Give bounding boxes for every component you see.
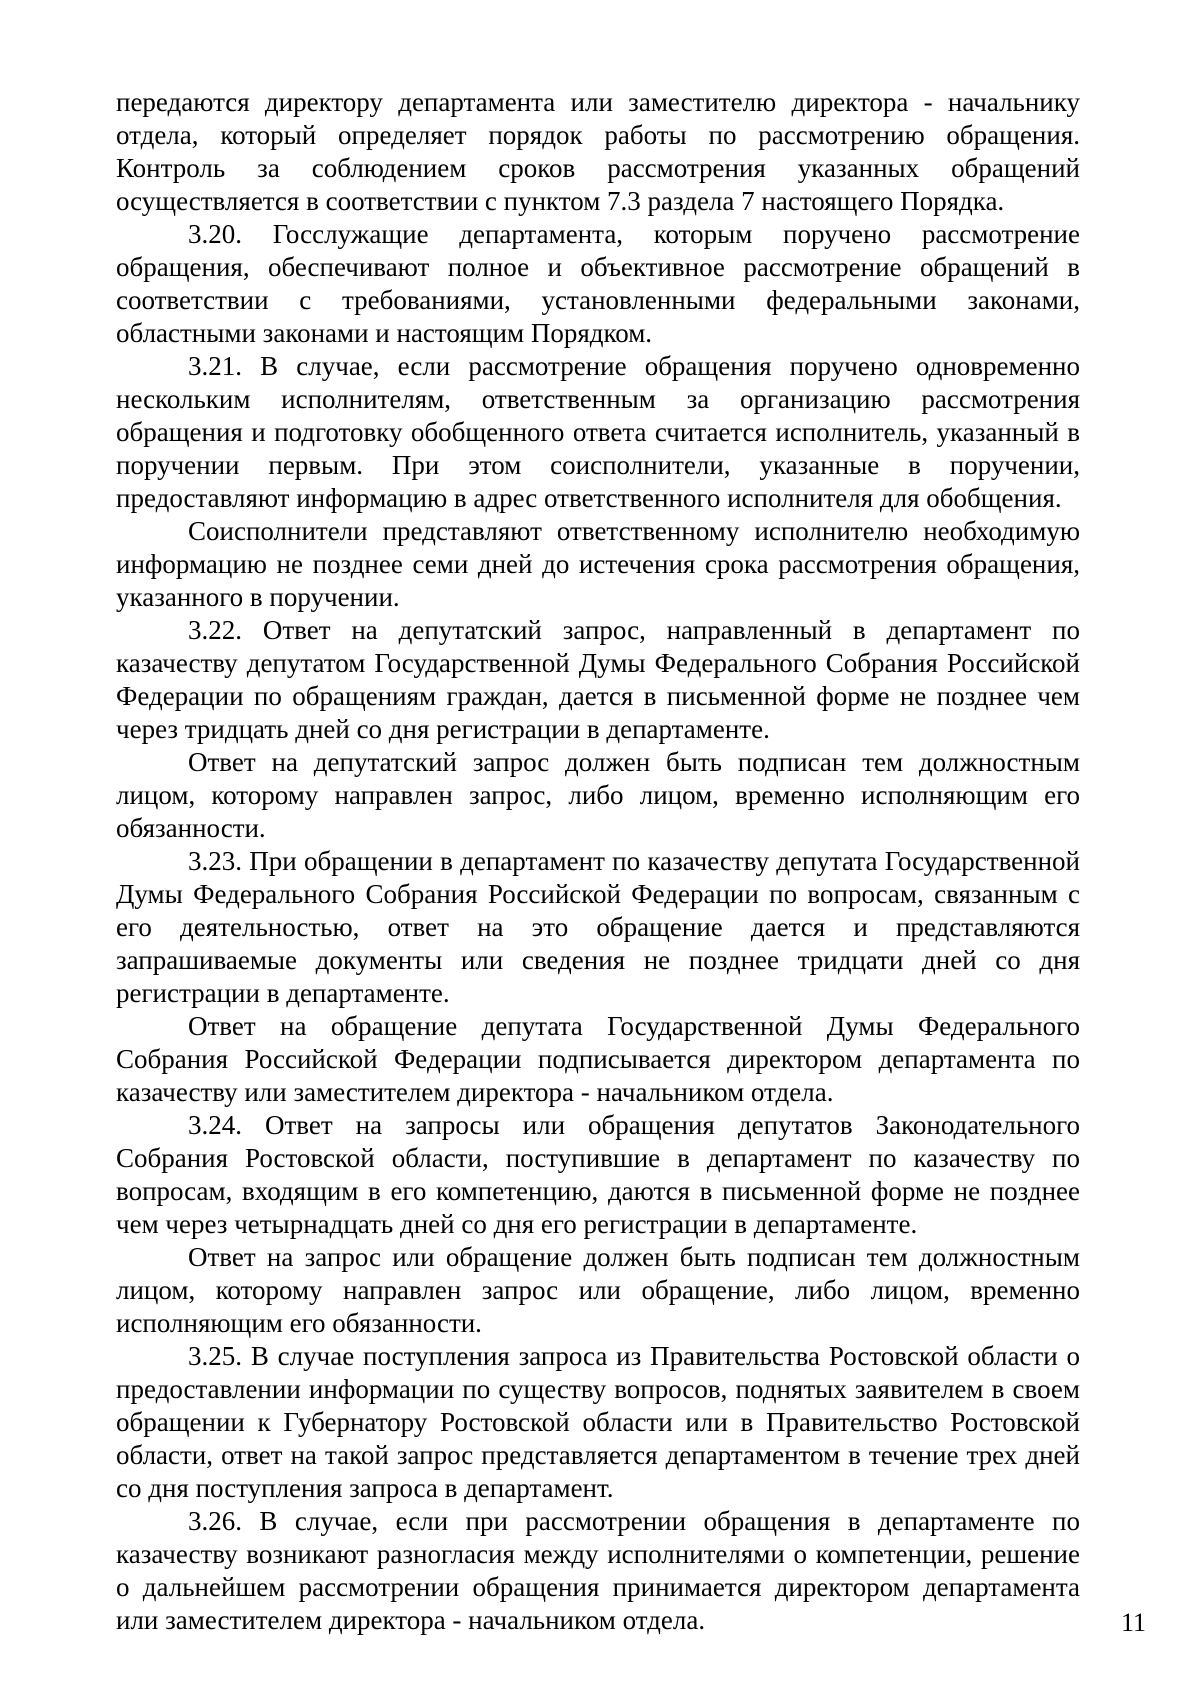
paragraph-3-21-coexecutors: Соисполнители представляют ответственному исполнителю необходимую информацию не позднее семи дней до истечения срока рассмотрения обращения, указанного в поручении. [116,516,1080,612]
paragraph-3-20: 3.20. Госслужащие департамента, которым поручено рассмотрение обращения, обеспечивают полное и объективное рассмотрение обращений в соответствии с требованиями, установленными федеральными законами, областными законами и настоящим Порядком. [116,219,1080,348]
paragraph-3-26: 3.26. В случае, если при рассмотрении обращения в департаменте по казачеству возникают разногласия между исполнителями о компетенции, решение о дальнейшем рассмотрении обращения принимается директором департамента или заместителем директора - начальником отдела. [116,1506,1080,1635]
paragraph-3-22: 3.22. Ответ на депутатский запрос, направленный в департамент по казачеству депутатом Государственной Думы Федерального Собрания Российской Федерации по обращениям граждан, дается в письменной форме не позднее чем через тридцать дней со дня регистрации в департаменте. [116,615,1080,744]
document-body [116,86,1080,1637]
paragraph-3-21: 3.21. В случае, если рассмотрение обращения поручено одновременно нескольким исполнителям, ответственным за организацию рассмотрения обращения и подготовку обобщенного ответа считается исполнитель, указанный в поручении первым. При этом соисполнители, указанные в поручении, предоставляют информацию в адрес ответственного исполнителя для обобщения. [116,351,1080,513]
paragraph-3-24-signature: Ответ на запрос или обращение должен быть подписан тем должностным лицом, которому направлен запрос или обращение, либо лицом, временно исполняющим его обязанности. [116,1242,1080,1338]
paragraph-continuation: передаются директору департамента или заместителю директора - начальнику отдела, который определяет порядок работы по рассмотрению обращения. Контроль за соблюдением сроков рассмотрения указанных обращений осуществляется в соответствии с пунктом 7.3 раздела 7 настоящего Порядка. [116,87,1080,216]
paragraph-3-23: 3.23. При обращении в департамент по казачеству депутата Государственной Думы Федерального Собрания Российской Федерации по вопросам, связанным с его деятельностью, ответ на это обращение дается и представляются запрашиваемые документы или сведения не позднее тридцати дней со дня регистрации в департаменте. [116,846,1080,1008]
paragraph-3-24: 3.24. Ответ на запросы или обращения депутатов Законодательного Собрания Ростовской области, поступившие в департамент по казачеству по вопросам, входящим в его компетенцию, даются в письменной форме не позднее чем через четырнадцать дней со дня его регистрации в департаменте. [116,1110,1080,1239]
paragraph-3-22-signature: Ответ на депутатский запрос должен быть подписан тем должностным лицом, которому направлен запрос, либо лицом, временно исполняющим его обязанности. [116,747,1080,843]
page-number: 11 [1120,1608,1146,1637]
paragraph-3-23-signature: Ответ на обращение депутата Государственной Думы Федерального Собрания Российской Федерации подписывается директором департамента по казачеству или заместителем директора - начальником отдела. [116,1011,1080,1107]
paragraph-3-25: 3.25. В случае поступления запроса из Правительства Ростовской области о предоставлении информации по существу вопросов, поднятых заявителем в своем обращении к Губернатору Ростовской области или в Правительство Ростовской области, ответ на такой запрос представляется департаментом в течение трех дней со дня поступления запроса в департамент. [116,1341,1080,1503]
